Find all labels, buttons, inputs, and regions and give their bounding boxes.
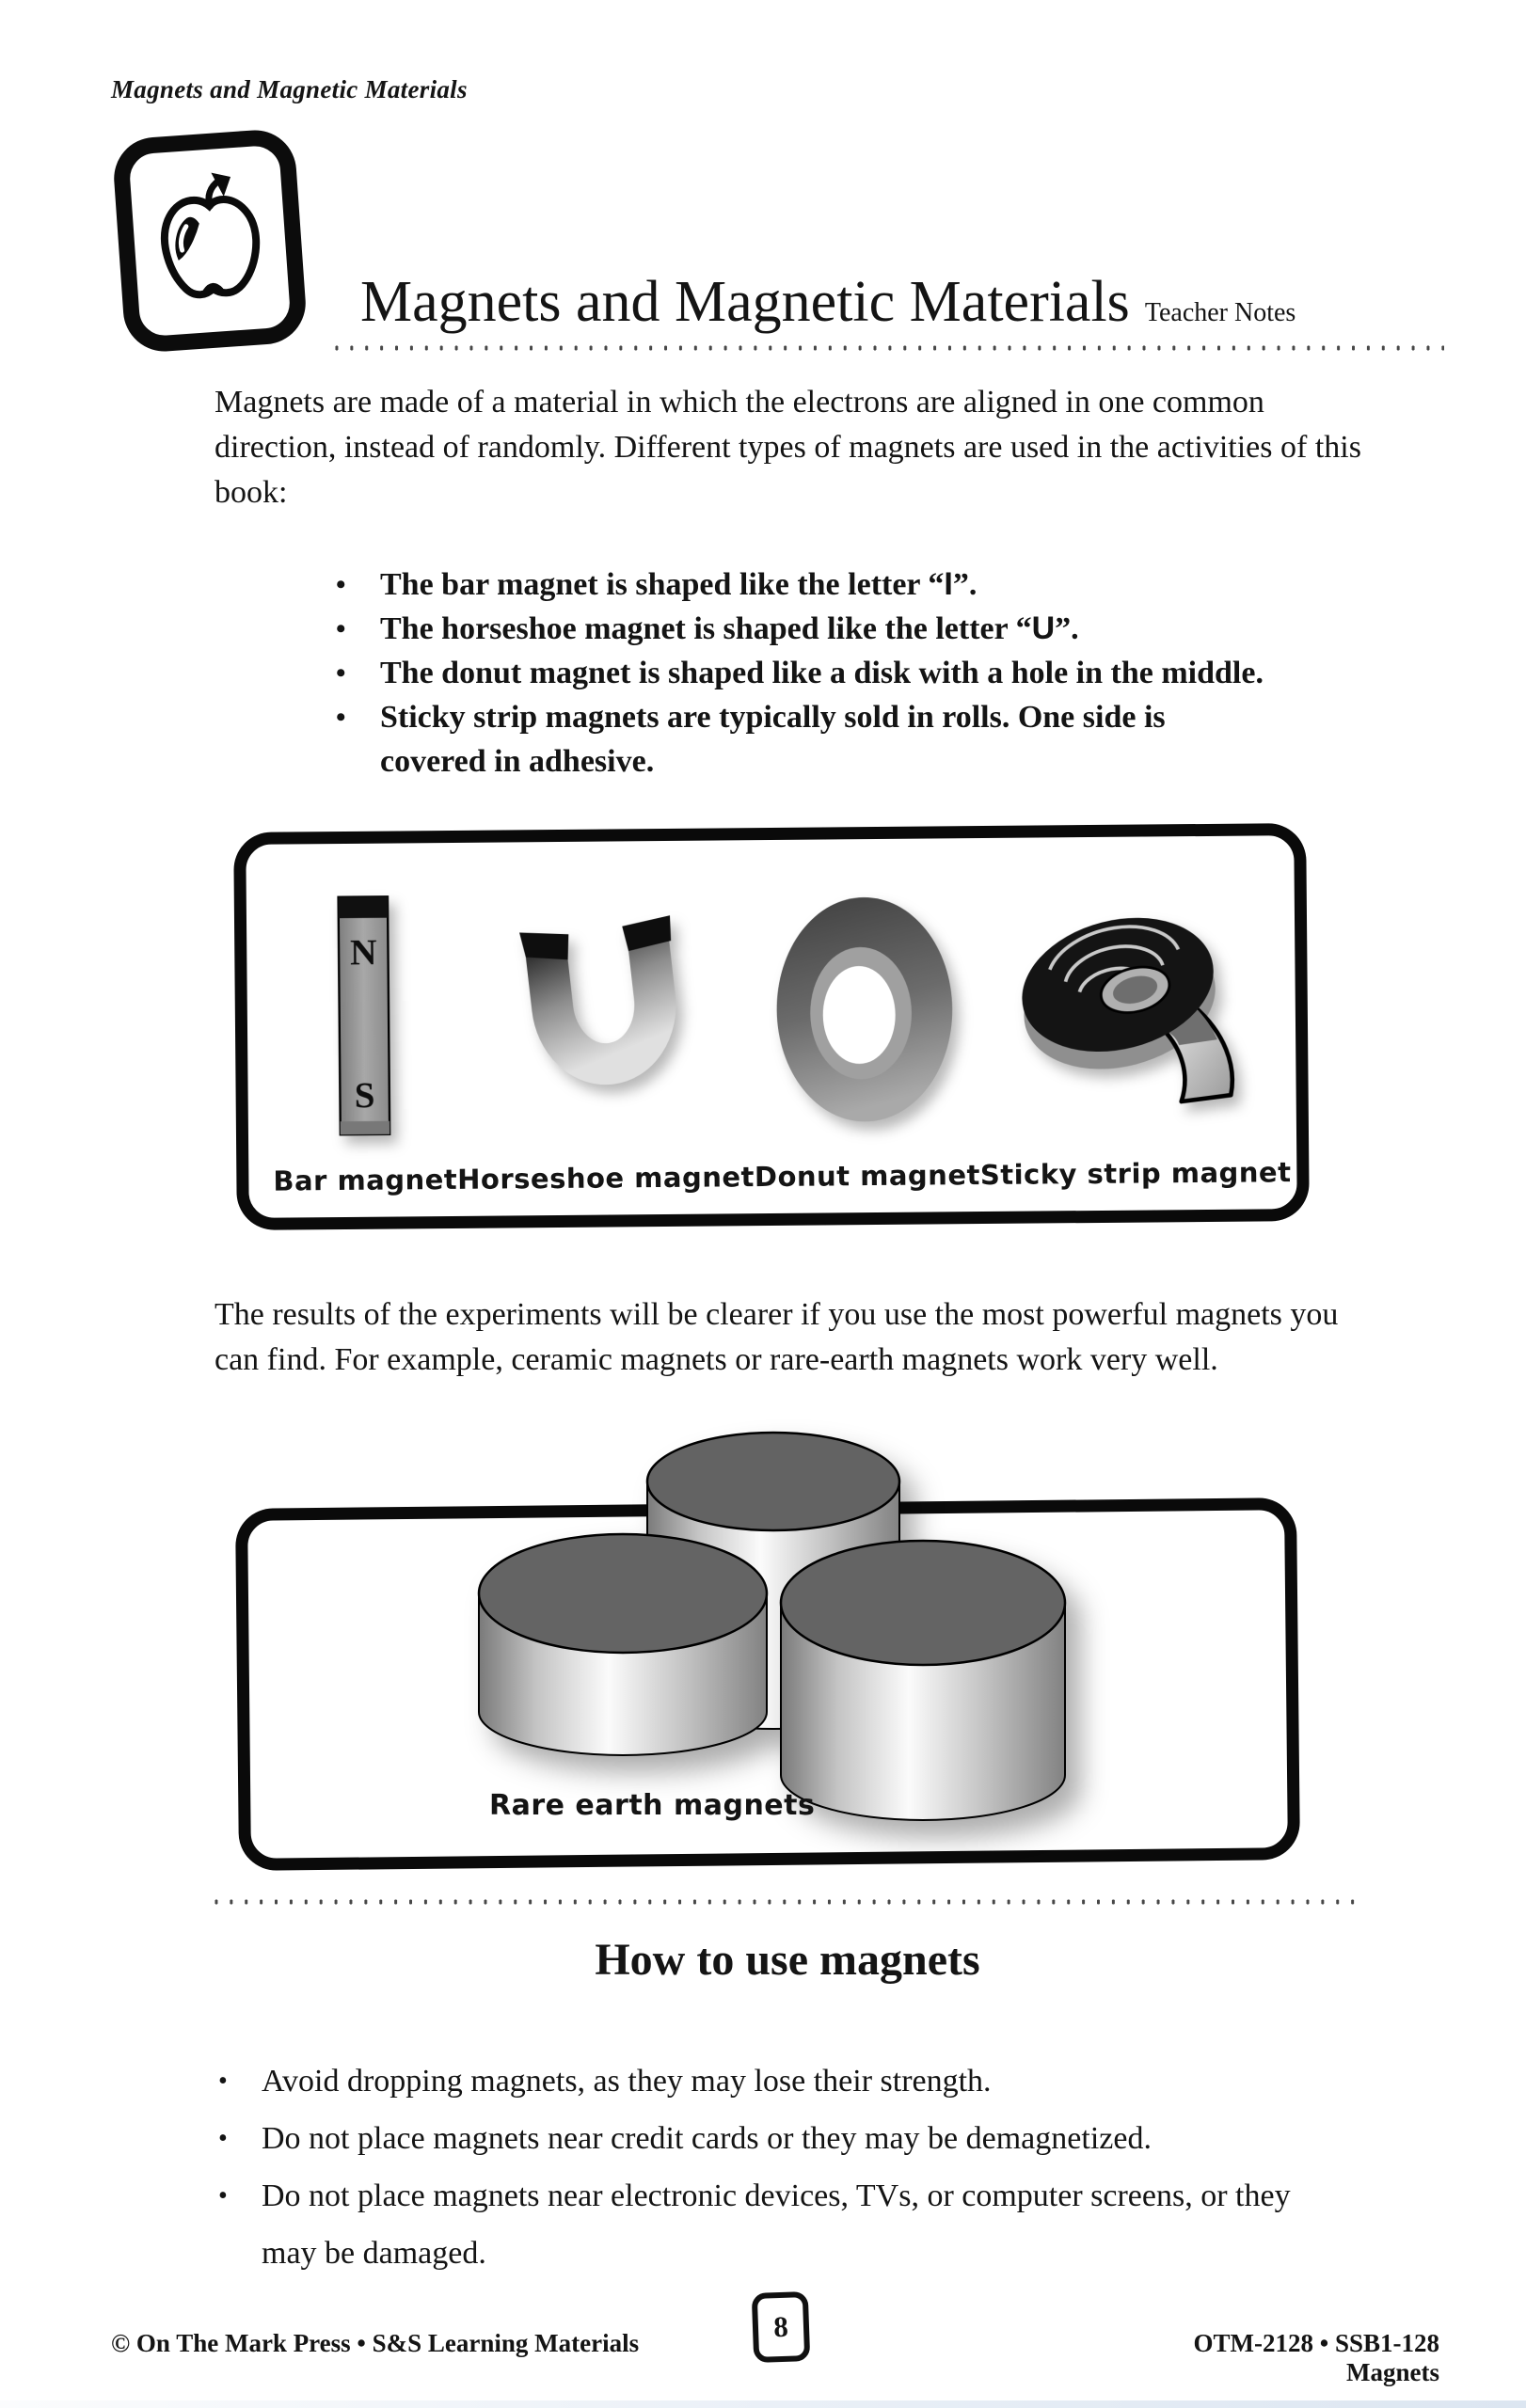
list-item-text: Do not place magnets near credit cards or they may be demagnetized. [262,2121,1152,2156]
list-item-text: Avoid dropping magnets, as they may lose their strength. [262,2064,992,2099]
list-item-text: Do not place magnets near electronic devices, TVs, or computer screens, or they may be damaged. [262,2178,1291,2271]
apple-icon [148,164,273,317]
magnet-type-list [336,562,1277,784]
intro-paragraph: Magnets are made of a material in which the electrons are aligned in one common direction, instead of randomly. Different types of magnets are used in the activities of this book: [215,385,1361,510]
title-block [360,269,1296,336]
figure-cell-bar-magnet [270,865,457,1197]
figure-grid [246,835,1296,1218]
running-head: Magnets and Magnetic Materials [111,75,468,103]
figure-cell-donut-magnet [752,861,980,1193]
letter-glyph: U [1031,610,1056,646]
list-item [218,2110,1310,2167]
bullet-icon: • [336,657,346,689]
horseshoe-magnet-illustration [485,863,723,1163]
list-item [336,695,1277,784]
bullet-icon: • [336,613,346,644]
figure-caption: Horseshoe magnet [457,1161,755,1196]
page-title: Magnets and Magnetic Materials [360,270,1130,334]
figure-caption: Sticky strip magnet [979,1156,1292,1192]
list-item-text: Sticky strip magnets are typically sold in rolls. One side is covered in adhesive. [380,700,1166,779]
rare-earth-magnets-illustration [435,1423,1093,1842]
south-pole-label: S [354,1074,375,1116]
figure-caption: Donut magnet [754,1159,981,1194]
donut-magnet-illustration [770,861,962,1161]
dotted-divider-section [209,1896,1361,1908]
bullet-icon: • [218,2181,228,2210]
bottom-edge-strip [0,2400,1526,2408]
figure-caption: Rare earth magnets [489,1789,816,1822]
page-number-badge [752,2291,811,2363]
section-heading: How to use magnets [595,1935,980,1985]
magnet-types-figure [233,823,1310,1230]
list-item [218,2167,1310,2282]
page-number: 8 [772,2309,789,2344]
bar-magnet-illustration [335,866,392,1164]
front-left-cylinder [479,1534,767,1755]
front-right-cylinder [781,1541,1065,1820]
bullet-icon: • [218,2124,228,2153]
north-pole-label: N [349,931,377,974]
page-subtitle: Teacher Notes [1144,298,1296,327]
note-paragraph: The results of the experiments will be clearer if you use the most powerful magnets you can find. For example, ceramic magnets or rare-earth magnets work very well. [215,1297,1339,1377]
apple-logo [111,128,308,355]
list-item [336,562,1277,607]
footer-catalog-code: OTM-2128 • SSB1-128 Magnets [1193,2329,1439,2386]
usage-tips-list [218,2052,1310,2282]
figure-cell-horseshoe-magnet [454,863,755,1196]
footer-publisher: © On The Mark Press • S&S Learning Materials [111,2329,640,2357]
bullet-icon: • [336,702,346,733]
letter-glyph: I [944,566,953,602]
list-item [336,651,1277,695]
list-item [218,2052,1310,2110]
bullet-icon: • [218,2067,228,2096]
list-item-text: The bar magnet is shaped like the letter “ [380,567,945,602]
list-item-text: The donut magnet is shaped like a disk with a hole in the middle. [380,656,1264,690]
figure-cell-sticky-strip-magnet [978,858,1292,1191]
list-item-text: The horseshoe magnet is shaped like the letter “ [380,611,1032,646]
dotted-divider-title [329,342,1444,354]
bullet-icon: • [336,569,346,600]
list-item-text: ”. [952,567,978,602]
list-item [336,607,1277,651]
list-item-text: ”. [1055,611,1079,646]
figure-caption: Bar magnet [273,1163,458,1197]
sticky-strip-magnet-illustration [1007,858,1262,1158]
